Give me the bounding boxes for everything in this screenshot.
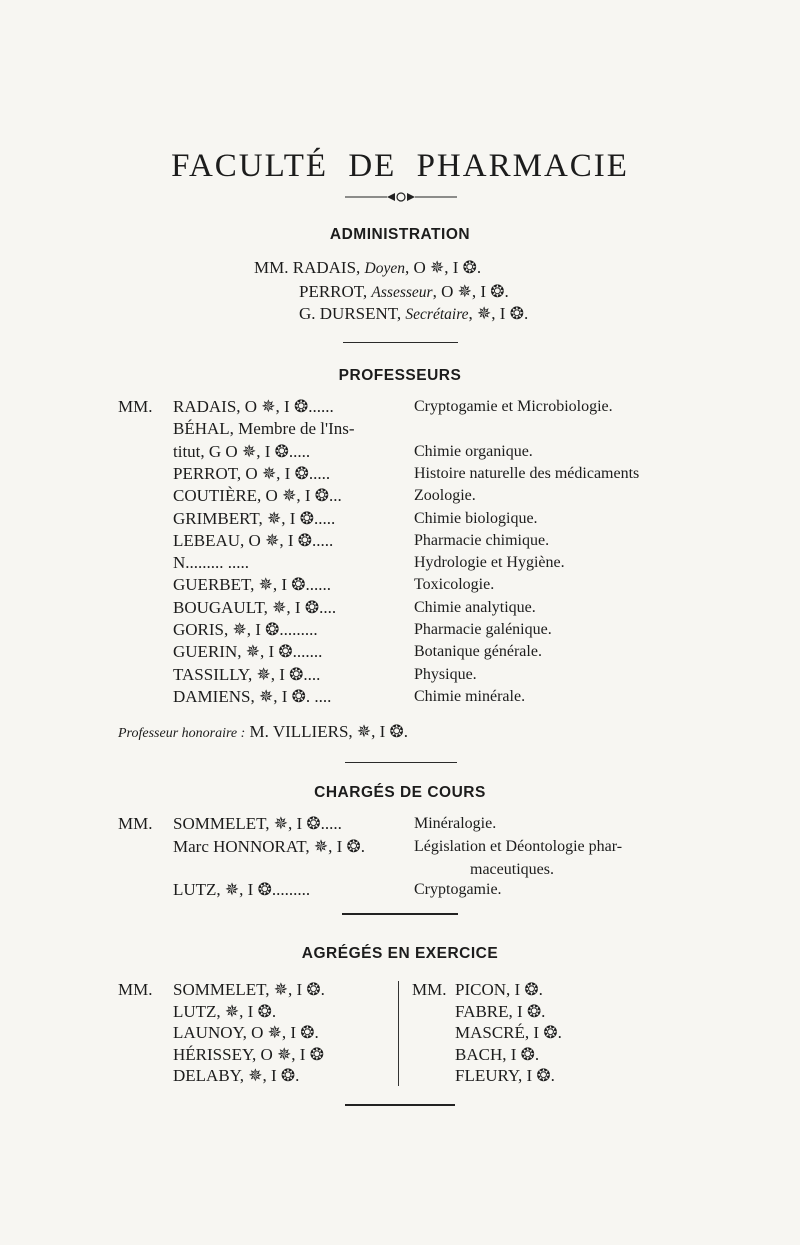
- section-divider: [345, 1104, 455, 1106]
- professor-name: DAMIENS, ✵, I ❂. ....: [173, 687, 332, 706]
- professor-subject: Pharmacie galénique.: [414, 621, 552, 638]
- agrege-name: BACH, I ❂.: [455, 1045, 540, 1064]
- agrege-name: PICON, I ❂.: [455, 980, 543, 999]
- admin-name: PERROT,: [299, 282, 372, 301]
- honorary-line: [118, 722, 408, 742]
- professor-subject: Cryptogamie et Microbiologie.: [414, 398, 613, 415]
- lecturer-name: LUTZ, ✵, I ❂.........: [173, 880, 311, 899]
- admin-role: Doyen: [364, 260, 405, 277]
- row-prefix: MM.: [412, 980, 447, 999]
- professor-subject: Chimie analytique.: [414, 599, 536, 616]
- agrege-name: LAUNOY, O ✵, I ❂.: [173, 1023, 319, 1042]
- professor-name: BOUGAULT, ✵, I ❂....: [173, 598, 337, 617]
- lecturer-name: Marc HONNORAT, ✵, I ❂.: [173, 837, 366, 856]
- page-title: FACULTÉ DE PHARMACIE: [171, 148, 629, 184]
- professor-name: RADAIS, O ✵, I ❂......: [173, 397, 334, 416]
- professor-name: BÉHAL, Membre de l'Ins-: [173, 419, 355, 438]
- admin-decorations: , O ✵, I ❂.: [432, 282, 509, 301]
- professor-subject: Chimie organique.: [414, 443, 533, 460]
- ornament-flourish-icon: [345, 190, 457, 204]
- professor-name: GUERBET, ✵, I ❂......: [173, 575, 332, 594]
- professor-subject: Botanique générale.: [414, 643, 542, 660]
- professor-subject: Pharmacie chimique.: [414, 532, 550, 549]
- professor-subject: Toxicologie.: [414, 576, 495, 593]
- admin-line-prefix: MM.: [254, 258, 289, 277]
- professor-name: GORIS, ✵, I ❂.........: [173, 620, 318, 639]
- agrege-name: MASCRÉ, I ❂.: [455, 1023, 562, 1042]
- row-prefix: MM.: [118, 397, 153, 416]
- agrege-name: HÉRISSEY, O ✵, I ❂: [173, 1045, 324, 1064]
- professor-name: PERROT, O ✵, I ❂.....: [173, 464, 331, 483]
- agrege-name: FLEURY, I ❂.: [455, 1066, 555, 1085]
- lecturer-subject: Législation et Déontologie phar-: [414, 838, 623, 855]
- professor-subject: Chimie minérale.: [414, 688, 526, 705]
- charges-heading: CHARGÉS DE COURS: [314, 784, 486, 801]
- section-divider: [342, 913, 458, 915]
- row-prefix: MM.: [118, 814, 153, 833]
- professor-subject: Chimie biologique.: [414, 510, 538, 527]
- admin-role: Assesseur: [371, 284, 433, 301]
- admin-decorations: , ✵, I ❂.: [468, 304, 529, 323]
- admin-line-3: [299, 304, 528, 324]
- admin-name: RADAIS,: [292, 258, 365, 277]
- lecturer-name: SOMMELET, ✵, I ❂.....: [173, 814, 342, 833]
- admin-line-1: [254, 258, 481, 278]
- lecturer-subject: Minéralogie.: [414, 815, 497, 832]
- row-prefix: MM.: [118, 980, 153, 999]
- admin-name: G. DURSENT,: [299, 304, 406, 323]
- professor-subject: Histoire naturelle des médicaments: [414, 465, 640, 482]
- agrege-name: DELABY, ✵, I ❂.: [173, 1066, 300, 1085]
- agreges-heading: AGRÉGÉS EN EXERCICE: [301, 945, 499, 962]
- professor-name: GRIMBERT, ✵, I ❂.....: [173, 509, 336, 528]
- agrege-name: SOMMELET, ✵, I ❂.: [173, 980, 325, 999]
- professor-name: COUTIÈRE, O ✵, I ❂...: [173, 486, 342, 505]
- professeurs-heading: PROFESSEURS: [338, 367, 462, 384]
- professor-name: N......... .....: [173, 553, 250, 572]
- section-divider: [343, 342, 458, 343]
- admin-role: Secrétaire: [405, 306, 469, 323]
- section-divider: [345, 762, 457, 763]
- professor-name: GUERIN, ✵, I ❂.......: [173, 642, 323, 661]
- professor-name: LEBEAU, O ✵, I ❂.....: [173, 531, 334, 550]
- professor-subject: Hydrologie et Hygiène.: [414, 554, 565, 571]
- honorary-label: Professeur honoraire :: [118, 726, 246, 741]
- honorary-name: M. VILLIERS, ✵, I ❂.: [249, 722, 409, 741]
- lecturer-subject: Cryptogamie.: [414, 881, 502, 898]
- admin-line-2: [299, 282, 509, 302]
- admin-decorations: , O ✵, I ❂.: [404, 258, 482, 277]
- title-ornament: [345, 190, 457, 204]
- agrege-name: FABRE, I ❂.: [455, 1002, 546, 1021]
- administration-heading: ADMINISTRATION: [329, 226, 471, 243]
- column-divider: [398, 981, 399, 1086]
- agrege-name: LUTZ, ✵, I ❂.: [173, 1002, 277, 1021]
- professor-subject: Zoologie.: [414, 487, 476, 504]
- professor-name: titut, G O ✵, I ❂.....: [173, 442, 311, 461]
- lecturer-subject: maceutiques.: [470, 861, 554, 878]
- professor-name: TASSILLY, ✵, I ❂....: [173, 665, 321, 684]
- professor-subject: Physique.: [414, 666, 477, 683]
